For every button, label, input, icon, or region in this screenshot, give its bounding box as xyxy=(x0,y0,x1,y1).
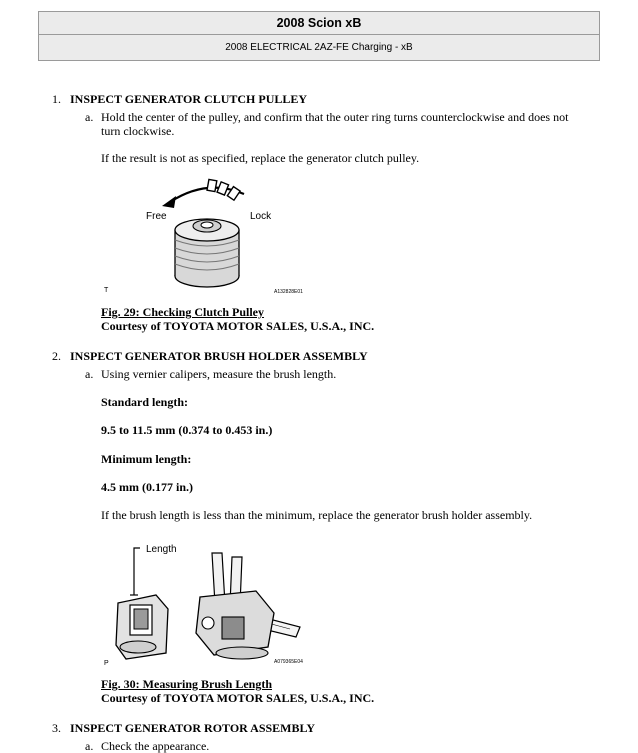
label-length: Length xyxy=(146,544,177,555)
step-3a-line1: Check the appearance. xyxy=(101,739,210,753)
step-2a-note: If the brush length is less than the minimum, replace the generator brush holder assembly. xyxy=(101,508,533,522)
fig29-courtesy: Courtesy of TOYOTA MOTOR SALES, U.S.A., INC. xyxy=(101,319,375,333)
label-lock: Lock xyxy=(250,211,272,222)
clutch-pulley-figure xyxy=(104,172,314,298)
step-1a-note: If the result is not as specified, replace the generator clutch pulley. xyxy=(101,151,420,165)
document-header xyxy=(38,11,600,61)
brush-length-figure xyxy=(104,535,316,667)
fig29-code: A132828E01 xyxy=(274,289,303,295)
fig30-courtesy: Courtesy of TOYOTA MOTOR SALES, U.S.A., INC. xyxy=(101,691,375,705)
step-1a-letter: a. xyxy=(85,110,94,124)
minimum-length-value: 4.5 mm (0.177 in.) xyxy=(101,480,193,494)
step-1-title: INSPECT GENERATOR CLUTCH PULLEY xyxy=(70,92,308,106)
step-1a-line1: Hold the center of the pulley, and confirm that the outer ring turns counterclockwise and does not xyxy=(101,110,569,124)
fig29-corner: T xyxy=(104,287,109,294)
header-title: 2008 Scion xB xyxy=(38,11,600,35)
step-2-title: INSPECT GENERATOR BRUSH HOLDER ASSEMBLY xyxy=(70,349,368,363)
step-2a-line1: Using vernier calipers, measure the brush length. xyxy=(101,367,337,381)
header-subtitle: 2008 ELECTRICAL 2AZ-FE Charging - xB xyxy=(38,35,600,61)
arrow-head-icon xyxy=(162,196,176,208)
step-3-number: 3. xyxy=(52,721,61,735)
label-free: Free xyxy=(146,211,167,222)
fig30-caption: Fig. 30: Measuring Brush Length xyxy=(101,677,273,691)
fig29-caption: Fig. 29: Checking Clutch Pulley xyxy=(101,305,265,319)
step-2a-letter: a. xyxy=(85,367,94,381)
step-3-title: INSPECT GENERATOR ROTOR ASSEMBLY xyxy=(70,721,316,735)
step-1a-line2: turn clockwise. xyxy=(101,124,175,138)
step-2-number: 2. xyxy=(52,349,61,363)
minimum-length-label: Minimum length: xyxy=(101,452,192,466)
standard-length-label: Standard length: xyxy=(101,395,189,409)
step-1-number: 1. xyxy=(52,92,61,106)
fig30-corner: P xyxy=(104,660,109,667)
fig30-code: A079365E04 xyxy=(274,659,303,665)
step-3a-letter: a. xyxy=(85,739,94,753)
standard-length-value: 9.5 to 11.5 mm (0.374 to 0.453 in.) xyxy=(101,423,273,437)
